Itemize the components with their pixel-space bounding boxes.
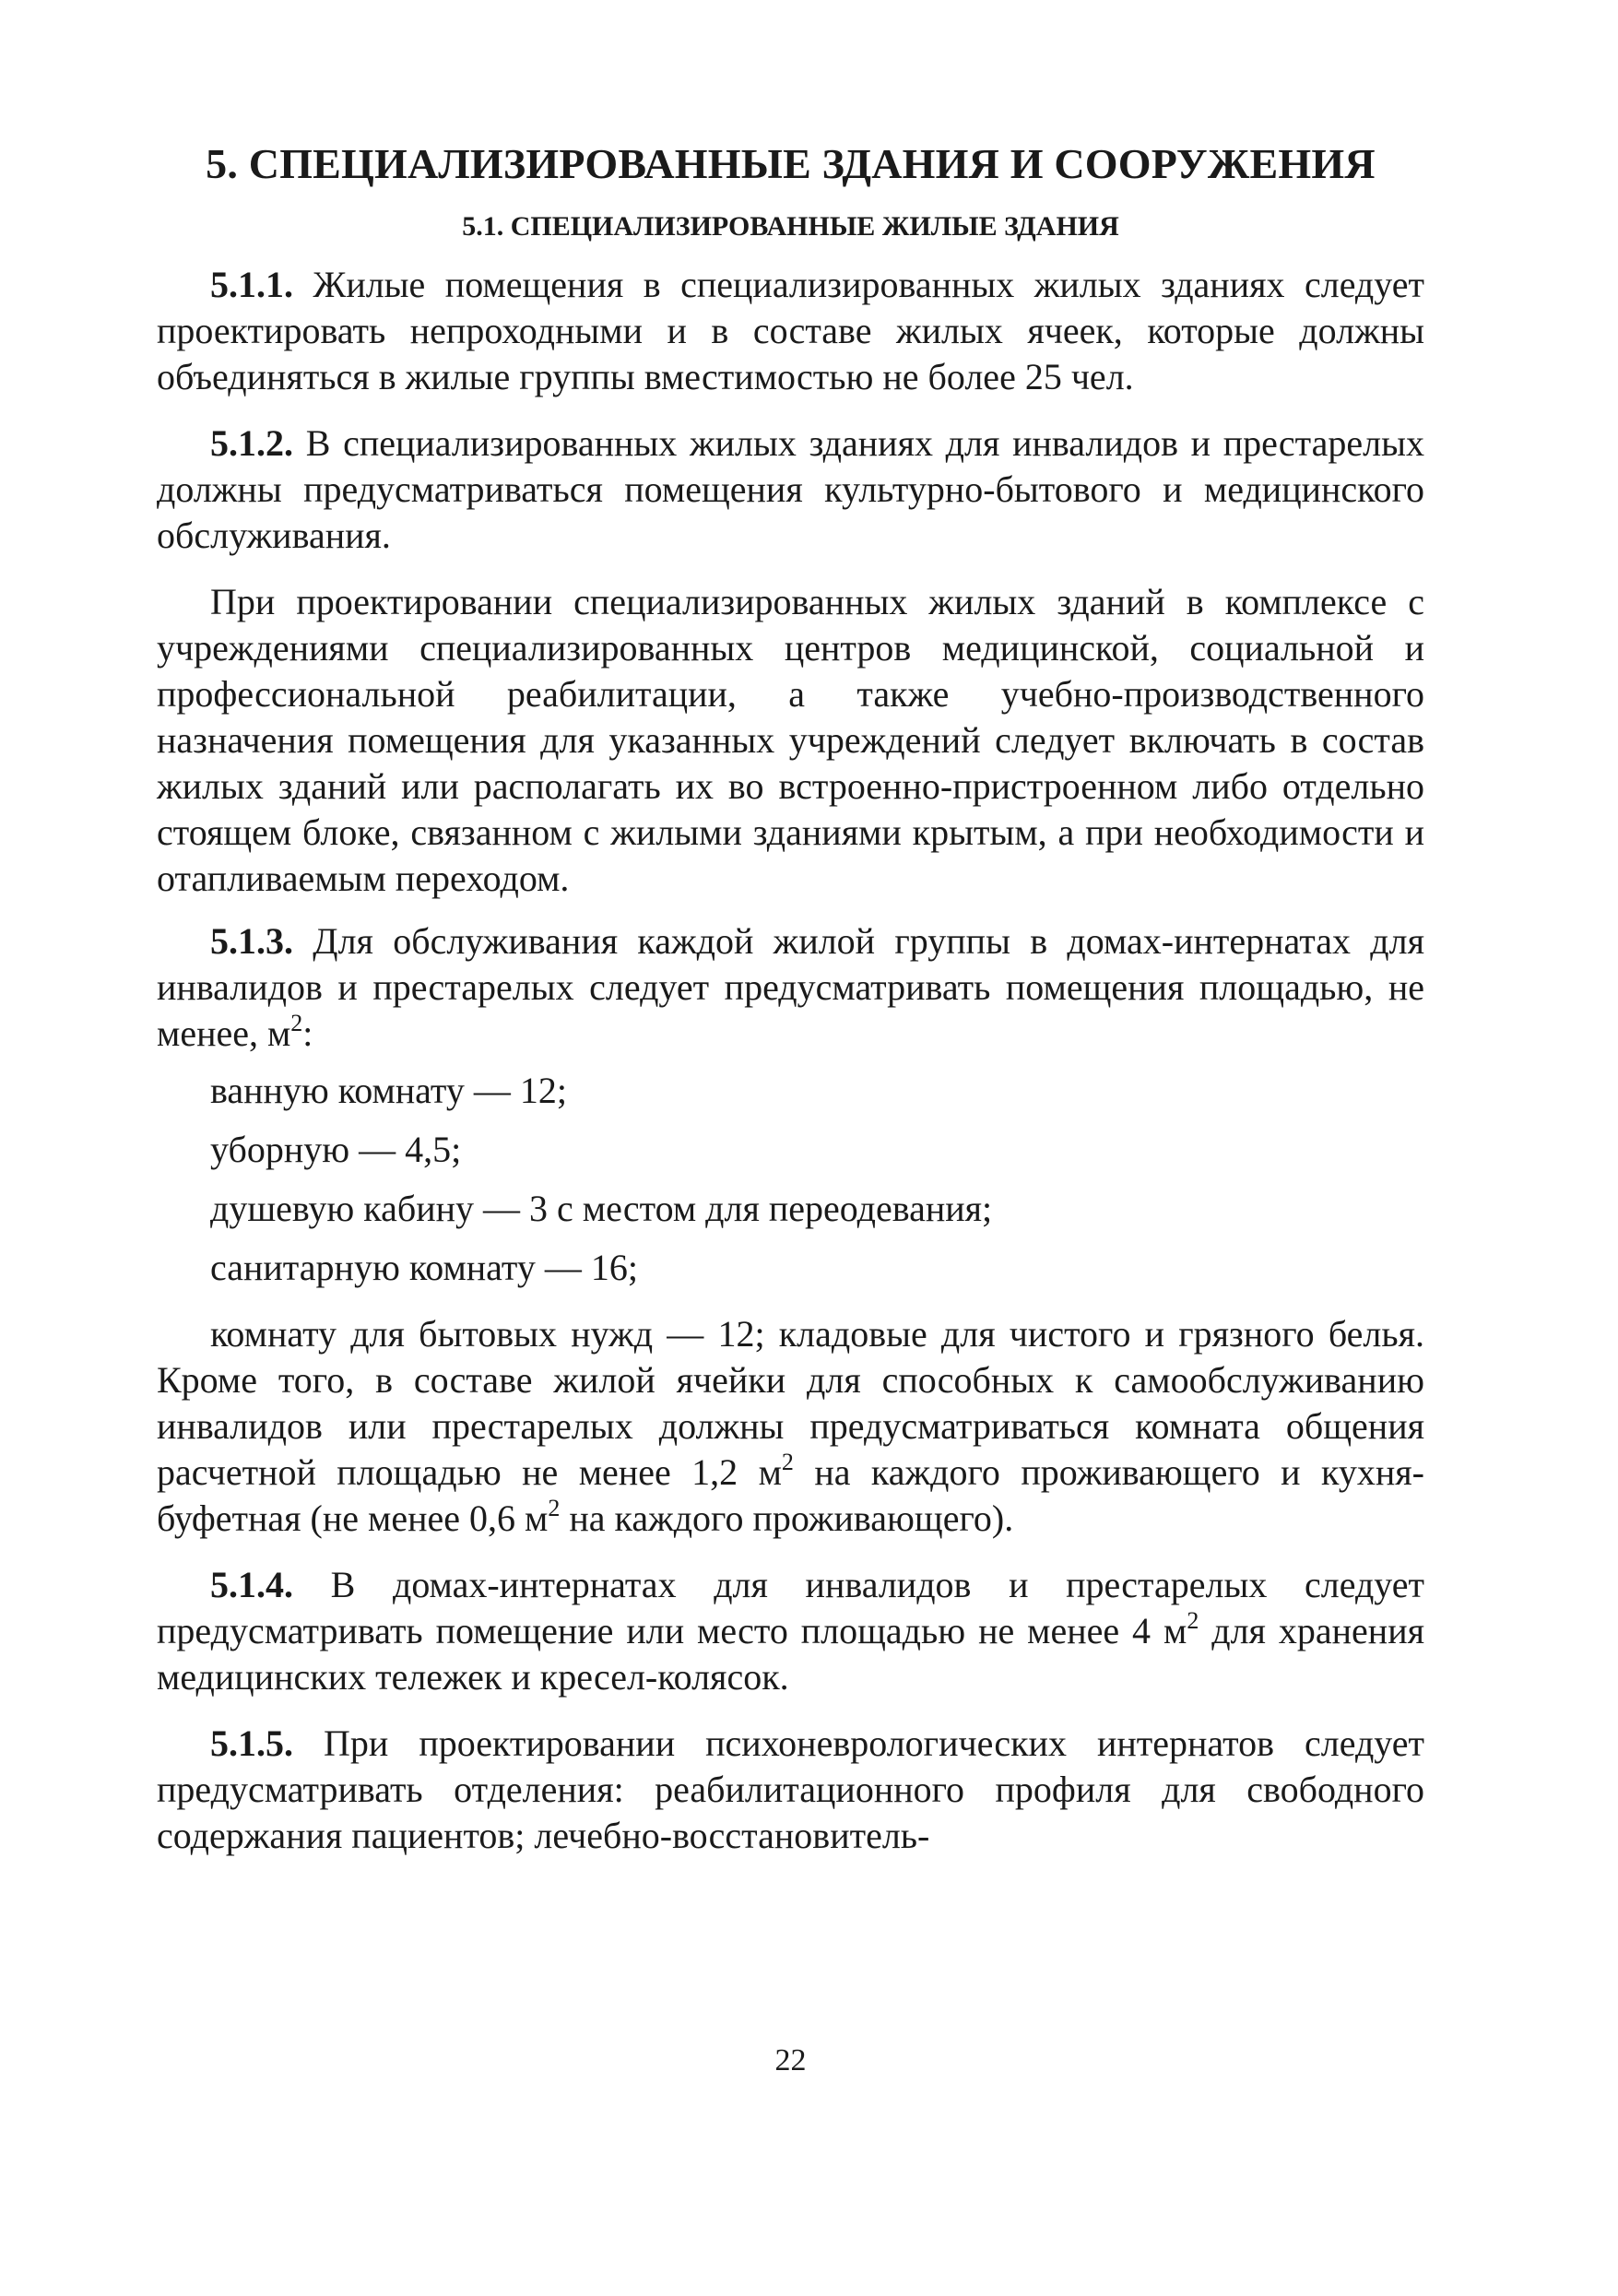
clause-5-1-3 [157,918,1424,1057]
clause-5-1-5 [157,1721,1424,1859]
clause-5-1-4 [157,1562,1424,1700]
clause-text-tail: : [302,1012,313,1054]
clause-number: 5.1.4. [210,1564,293,1605]
clause-text: на каждого проживающего и кухня-буфетная (не менее 0,6 м [157,1451,1424,1539]
list-item: душевую кабину — 3 с местом для переодевания; [210,1188,993,1229]
page-number: 22 [774,2043,807,2077]
superscript: 2 [1187,1607,1199,1634]
clause-number: 5.1.1. [210,264,293,305]
clause-text: комнату для бытовых нужд — 12; кладовые для чистого и грязного белья. Кроме того, в составе жилой ячейки для способных к самообслуживанию инвалидов или престарелых должны предусматриваться комната общения расчетной площадью не менее 1,2 м [157,1313,1424,1493]
clause-number: 5.1.2. [210,422,293,464]
clause-5-1-3-continued [157,1311,1424,1542]
clause-5-1-1 [157,262,1424,400]
chapter-title: 5. СПЕЦИАЛИЗИРОВАННЫЕ ЗДАНИЯ И СООРУЖЕНИЯ [206,140,1376,187]
clause-text: на каждого проживающего). [560,1497,1014,1539]
list-item: ванную комнату — 12; [210,1070,567,1111]
clause-text: Жилые помещения в специализированных жилых зданиях следует проектировать непроходными и в составе жилых ячеек, которые должны объединяться в жилые группы вместимостью не более 25 чел. [157,264,1424,397]
document-page [157,138,1424,2259]
clause-5-1-2 [157,420,1424,559]
list-item: санитарную комнату — 16; [210,1247,638,1288]
superscript: 2 [781,1449,794,1475]
clause-number: 5.1.5. [210,1722,293,1764]
superscript: 2 [290,1010,303,1036]
section-title: 5.1. СПЕЦИАЛИЗИРОВАННЫЕ ЖИЛЫЕ ЗДАНИЯ [462,211,1119,242]
paragraph-5-1-2-continued: При проектировании специализированных жилых зданий в комплексе с учреждениями специализированных центров медицинской, социальной и профессиональной реабилитации, а также учебно-производственного назначения помещения для указанных учреждений следует включать в состав жилых зданий или располагать их во встроенно-пристроенном либо отдельно стоящем блоке, связанном с жилыми зданиями крытым, а при необходимости и отапливаемым переходом. [157,581,1424,899]
clause-text: При проектировании психоневрологических интернатов следует предусматривать отделения: реабилитационного профиля для свободного содержания пациентов; лечебно-восстановитель- [157,1722,1424,1856]
clause-text: для хранения медицинских тележек и кресел-колясок. [157,1610,1424,1698]
clause-number: 5.1.3. [210,920,293,962]
list-item: уборную — 4,5; [210,1129,462,1170]
superscript: 2 [548,1495,561,1521]
clause-text: В специализированных жилых зданиях для инвалидов и престарелых должны предусматриваться помещения культурно-бытового и медицинского обслуживания. [157,422,1424,556]
clause-text: Для обслуживания каждой жилой группы в домах-интернатах для инвалидов и престарелых следует предусматривать помещения площадью, не менее, м [157,920,1424,1054]
clause-text: В домах-интернатах для инвалидов и престарелых следует предусматривать помещение или место площадью не менее 4 м [157,1564,1424,1651]
